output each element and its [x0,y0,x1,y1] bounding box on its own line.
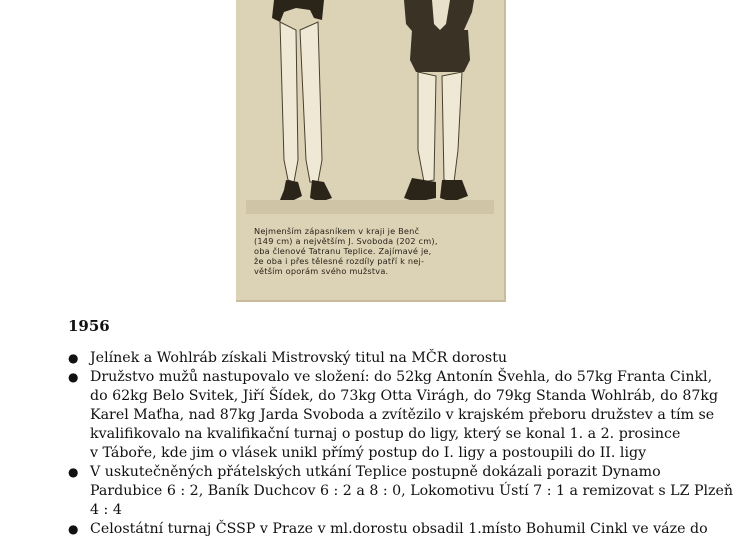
bullet-icon: ● [68,370,79,384]
item-line: V uskutečněných přátelských utkání Teplice postupně dokázali porazit Dynamo [90,464,661,480]
list-item [68,463,734,520]
item-line: Družstvo mužů nastupovalo ve složení: do 52kg Antonín Švehla, do 57kg Franta Cinkl, [90,369,713,385]
bullet-icon: ● [68,351,79,365]
list-item [68,349,688,368]
year-heading: 1956 [68,317,110,335]
item-line: Pardubice 6 : 2, Baník Duchcov 6 : 2 a 8 : 0, Lokomotivu Ústí 7 : 1 a remizovat s LZ Plzeň [90,483,734,499]
item-line: do 62kg Belo Svitek, Jiří Šídek, do 73kg Otta Virágh, do 79kg Standa Wohlráb, do 87kg [90,388,719,404]
item-line: kvalifikovalo na kvalifikační turnaj o postup do ligy, který se konal 1. a 2. prosince [90,426,681,442]
list-item [68,520,708,539]
item-line: v Táboře, kde jim o vlásek unikl přímý postup do I. ligy a postoupili do II. ligy [90,445,647,461]
caption-line: Nejmenším zápasníkem v kraji je Benč [254,226,420,236]
bullet-icon: ● [68,465,79,479]
caption-line: (149 cm) a největším J. Svoboda (202 cm), [254,236,438,246]
item-line: Celostátní turnaj ČSSP v Praze v ml.dorostu obsadil 1.místo Bohumil Cinkl ve váze do [90,521,708,537]
newspaper-clipping [236,0,506,302]
caption-line: větším oporám svého mužstva. [254,266,389,276]
caption-line: že oba i přes tělesné rozdíly patří k nej- [254,256,425,266]
caption-line: oba členové Tatranu Teplice. Zajímavé je, [254,246,432,256]
item-line: Jelínek a Wohlráb získali Mistrovský titul na MČR dorostu [90,350,508,366]
list-item [68,368,719,463]
bullet-icon: ● [68,522,79,536]
events-list [68,349,734,539]
item-line: Karel Maťha, nad 87kg Jarda Svoboda a zvítězilo v krajském přeboru družstev a tím se [90,407,715,423]
photo-caption [254,226,486,276]
item-line: 4 : 4 [90,502,122,518]
